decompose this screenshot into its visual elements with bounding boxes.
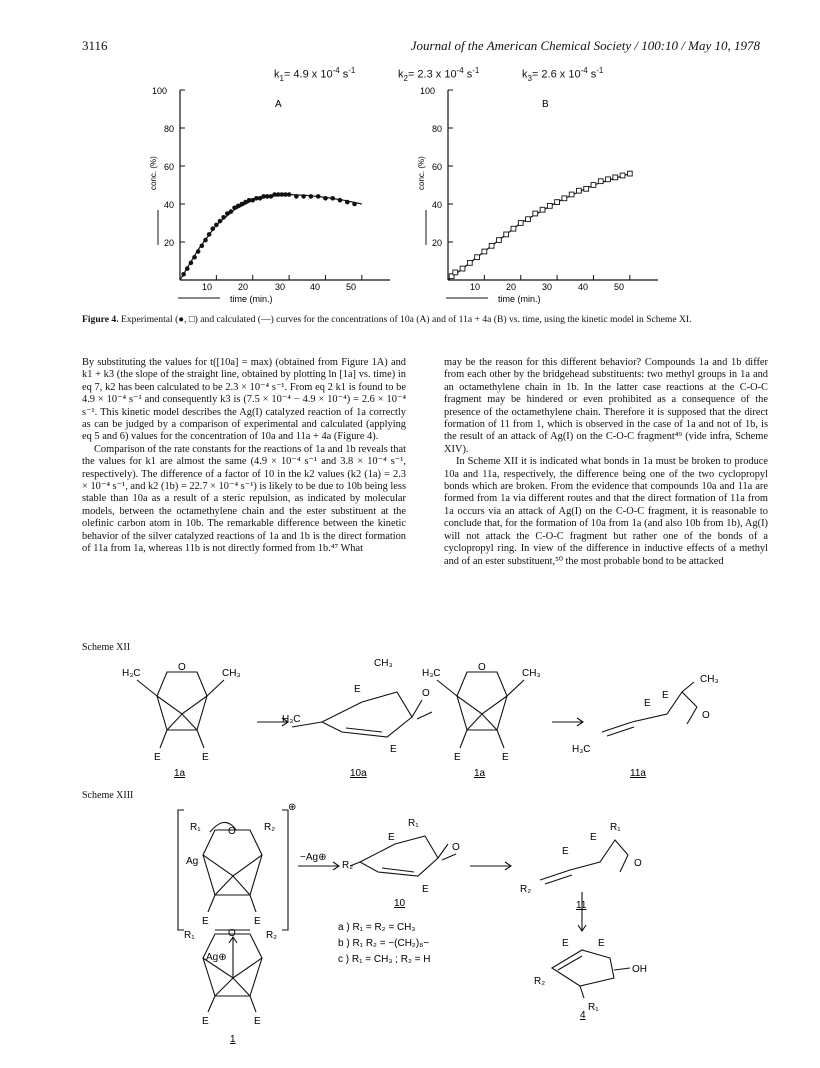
scheme-12-label: Scheme XII bbox=[82, 642, 131, 653]
label-e: E bbox=[502, 752, 509, 763]
xtick-a-20: 20 bbox=[238, 282, 249, 292]
label-e: E bbox=[590, 832, 597, 843]
data-point bbox=[200, 244, 205, 249]
data-point bbox=[569, 192, 574, 197]
data-point bbox=[218, 219, 223, 224]
label-1: 1 bbox=[230, 1034, 236, 1045]
ytick-b-80: 80 bbox=[432, 124, 443, 134]
data-point bbox=[352, 202, 357, 207]
data-point bbox=[338, 198, 343, 203]
label-r2: R₂ bbox=[264, 822, 276, 833]
label-ch3: CH₃ bbox=[222, 668, 241, 679]
xtick-b-20: 20 bbox=[506, 282, 517, 292]
data-point bbox=[511, 226, 516, 231]
data-point bbox=[562, 196, 567, 201]
data-point bbox=[214, 223, 219, 228]
label-o: O bbox=[422, 688, 430, 699]
legend-b: b ) R₁ R₂ = −(CH₂)₈− bbox=[338, 938, 430, 949]
ytick-b-40: 40 bbox=[432, 200, 443, 210]
label-e: E bbox=[388, 832, 395, 843]
label-e: E bbox=[562, 846, 569, 857]
label-o: O bbox=[452, 842, 460, 853]
label-r1: R₁ bbox=[408, 818, 419, 829]
data-point bbox=[555, 200, 560, 205]
label-r1: R₁ bbox=[184, 930, 195, 941]
label-o: O bbox=[478, 662, 486, 673]
label-o: O bbox=[178, 662, 186, 673]
label-r1: R₁ bbox=[190, 822, 201, 833]
label-e: E bbox=[454, 752, 461, 763]
data-point bbox=[467, 261, 472, 266]
label-e: E bbox=[254, 916, 261, 927]
label-e: E bbox=[202, 1016, 209, 1027]
label-1a: 1a bbox=[174, 768, 186, 779]
ytick-b-20: 20 bbox=[432, 238, 443, 248]
data-point bbox=[330, 196, 335, 201]
data-point bbox=[309, 194, 314, 199]
label-h3c: H₃C bbox=[282, 714, 301, 725]
data-point bbox=[294, 194, 299, 199]
xtick-b-30: 30 bbox=[542, 282, 553, 292]
label-ch3: CH₃ bbox=[700, 674, 719, 685]
xtick-b-50: 50 bbox=[614, 282, 625, 292]
paragraph: By substituting the values for t([10a] = max) (obtained from Figure 1A) and k1 + k3 (the slope of the straight line, obtained by plotting ln [1a] vs. time) in eq 7, k2 has been calculated to be 2.3 × 10⁻⁴ s⁻¹. From eq 2 k1 is found to be 4.9 × 10⁻⁴ s⁻¹ and consequently k3 is (7.5 × 10⁻⁴ − 4.9 × 10⁻⁴) = 2.6 × 10⁻⁴ s⁻¹. This kinetic model describes the Ag(I) catalyzed reaction of 1a correctly as can be judged by a comparison of experimental and calculated (applying eq 5 and 6) values for the concentration of 10a and 11a + 4a (Figure 4). bbox=[82, 357, 406, 443]
label-r2: R₂ bbox=[266, 930, 278, 941]
label-o: O bbox=[228, 928, 236, 939]
figure-caption: Figure 4. Experimental (●, □) and calculated (—) curves for the concentrations of 10a (A) and of 11a + 4a (B) vs. time, using the kinetic model in Scheme XI. bbox=[82, 314, 692, 325]
xtick-b-40: 40 bbox=[578, 282, 589, 292]
data-point bbox=[453, 270, 458, 275]
legend-a: a ) R₁ = R₂ = CH₃ bbox=[338, 922, 416, 933]
label-ch3: CH₃ bbox=[522, 668, 541, 679]
data-point bbox=[460, 266, 465, 271]
label-ag: Ag bbox=[186, 856, 199, 867]
label-e: E bbox=[662, 690, 669, 701]
ytick-b-100: 100 bbox=[420, 86, 436, 96]
label-e: E bbox=[390, 744, 397, 755]
rate-k1: $k_1= 4.9$ x $10^{-4}$ $s^{-1}$ bbox=[274, 66, 356, 83]
scheme-13-label: Scheme XIII bbox=[82, 790, 134, 801]
data-point bbox=[489, 243, 494, 248]
xlabel-a: time (min.) bbox=[230, 294, 273, 304]
label-11: 11 bbox=[576, 900, 587, 911]
data-point bbox=[189, 261, 194, 266]
data-point bbox=[504, 232, 509, 237]
rate-k2: $k_2= 2.3$ x $10^{-4}$ $s^{-1}$ bbox=[398, 66, 480, 83]
xtick-a-10: 10 bbox=[202, 282, 213, 292]
ytick-a-20: 20 bbox=[164, 238, 175, 248]
label-r2: R₂ bbox=[520, 884, 532, 895]
structure-1 bbox=[170, 922, 330, 1062]
ytick-a-60: 60 bbox=[164, 162, 175, 172]
data-point bbox=[547, 204, 552, 209]
data-point bbox=[627, 171, 632, 176]
data-point bbox=[598, 179, 603, 184]
data-point bbox=[591, 183, 596, 188]
data-point bbox=[287, 192, 292, 197]
data-point bbox=[482, 249, 487, 254]
data-point bbox=[518, 221, 523, 226]
data-point bbox=[301, 194, 306, 199]
paragraph: may be the reason for this different behavior? Compounds 1a and 1b differ from each other by the bridgehead substituents: two methyl groups in 1a and an octamethylene chain in 1b. In the latter case reactions at the C-O-C fragment may be hindered or even prohibited as a consequence of the presence of the octamethylene chain. Therefore it is supposed that the direct formation of 11 from 1, which is observed in the case of 1a and not of 1b, is the result of an attack of Ag(I) on the C-O-C fragment⁴⁹ (vide infra, Scheme XIV). bbox=[444, 357, 768, 455]
data-point bbox=[526, 217, 531, 222]
figure-4 bbox=[150, 80, 690, 308]
label-10: 10 bbox=[394, 898, 406, 909]
legend-c: c ) R₁ = CH₃ ; R₂ = H bbox=[338, 954, 431, 965]
ytick-a-100: 100 bbox=[152, 86, 168, 96]
xtick-b-10: 10 bbox=[470, 282, 481, 292]
label-r2: R₂ bbox=[342, 860, 354, 871]
label-e: E bbox=[562, 938, 569, 949]
text-column-left bbox=[82, 357, 406, 556]
ylabel-a: conc. (%) bbox=[149, 156, 158, 190]
label-oh: OH bbox=[632, 964, 647, 975]
data-point bbox=[577, 188, 582, 193]
data-point bbox=[221, 215, 226, 220]
label-r2: R₂ bbox=[534, 976, 546, 987]
label-h3c: H₃C bbox=[572, 744, 591, 755]
data-point bbox=[475, 255, 480, 260]
calculated-curve bbox=[448, 174, 630, 280]
calculated-curve bbox=[180, 195, 362, 281]
label-r1: R₁ bbox=[610, 822, 621, 833]
data-point bbox=[203, 238, 208, 243]
paragraph: In Scheme XII it is indicated what bonds in 1a must be broken to produce 10a and 11a, respectively, the difference being one of the two cyclopropyl bonds which are broken. From the evidence that compounds 10a and 11a are formed from 1a via different routes and that the direct formation of 11a from 1a occurs via an attack of Ag(I) on the C-O-C fragment, it is reasonable to conclude that, for the formation of 10a from 1a (and also 10b from 1b), Ag(I) will not attack the C-O-C fragment but rather one of the bonds of a cyclopropyl ring. In view of the difference in inductive effects of a methyl and of an ester substituent,⁵⁰ the most probable bond to be attacked bbox=[444, 456, 768, 567]
label-o: O bbox=[634, 858, 642, 869]
page-number: 3116 bbox=[82, 38, 108, 53]
label-minus-ag: −Ag⊕ bbox=[300, 852, 327, 863]
data-point bbox=[613, 175, 618, 180]
label-e: E bbox=[644, 698, 651, 709]
ylabel-b: conc. (%) bbox=[417, 156, 426, 190]
data-point bbox=[497, 238, 502, 243]
data-point bbox=[185, 266, 190, 271]
data-point bbox=[192, 255, 197, 260]
text-column-right bbox=[444, 357, 768, 568]
xtick-a-30: 30 bbox=[275, 282, 286, 292]
chart-panel-b bbox=[417, 86, 658, 304]
label-e: E bbox=[202, 752, 209, 763]
label-ag-plus: Ag⊕ bbox=[206, 952, 227, 963]
data-point bbox=[584, 186, 589, 191]
data-point bbox=[196, 249, 201, 254]
running-header: Journal of the American Chemical Society / 100:10 / May 10, 1978 bbox=[410, 38, 760, 53]
label-plus: ⊕ bbox=[288, 802, 297, 813]
xlabel-b: time (min.) bbox=[498, 294, 541, 304]
label-e: E bbox=[354, 684, 361, 695]
data-point bbox=[229, 209, 234, 214]
label-10a: 10a bbox=[350, 768, 367, 779]
label-e: E bbox=[598, 938, 605, 949]
label-4: 4 bbox=[580, 1010, 586, 1021]
data-point bbox=[620, 173, 625, 178]
label-e: E bbox=[202, 916, 209, 927]
label-1a: 1a bbox=[474, 768, 486, 779]
panel-label-a: A bbox=[275, 99, 282, 110]
data-point bbox=[181, 272, 186, 277]
label-h3c: H₃C bbox=[122, 668, 141, 679]
chart-panel-a bbox=[149, 86, 390, 304]
ytick-a-40: 40 bbox=[164, 200, 175, 210]
ytick-a-80: 80 bbox=[164, 124, 175, 134]
data-point bbox=[316, 194, 321, 199]
label-ch3: CH₃ bbox=[374, 658, 393, 669]
paragraph: Comparison of the rate constants for the reactions of 1a and 1b reveals that the values for k1 are almost the same (4.9 × 10⁻⁴ s⁻¹ and 3.8 × 10⁻⁴ s⁻¹, respectively). The difference of a factor of 10 in the k2 values (k2 (1a) = 2.3 × 10⁻⁴ s⁻¹, and k2 (1b) = 22.7 × 10⁻⁴ s⁻¹) is likely to be due to 10b being less stable than 10a as a result of a steric repulsion, as indicated by molecular models, between the octamethylene chain and the ester substituent at the olefinic carbon atom in 10b. The remarkable difference between the kinetic behavior of the silver catalyzed reactions of 1a and 1b is the direct formation of 11a from 1a, whereas 11b is not directly formed from 1b.⁴⁷ What bbox=[82, 443, 406, 555]
label-e: E bbox=[254, 1016, 261, 1027]
label-11a: 11a bbox=[630, 768, 646, 779]
label-o: O bbox=[702, 710, 710, 721]
data-point bbox=[606, 177, 611, 182]
label-e: E bbox=[422, 884, 429, 895]
label-r1: R₁ bbox=[588, 1002, 599, 1013]
rate-k3: $k_3= 2.6$ x $10^{-4}$ $s^{-1}$ bbox=[522, 66, 604, 83]
data-point bbox=[323, 196, 328, 201]
label-o: O bbox=[228, 826, 236, 837]
ytick-b-60: 60 bbox=[432, 162, 443, 172]
data-point bbox=[207, 232, 212, 237]
data-point bbox=[540, 207, 545, 212]
xtick-a-40: 40 bbox=[310, 282, 321, 292]
label-e: E bbox=[154, 752, 161, 763]
panel-label-b: B bbox=[542, 99, 549, 110]
data-point bbox=[345, 200, 350, 205]
scheme-12 bbox=[82, 652, 762, 780]
label-h3c: H₃C bbox=[422, 668, 441, 679]
xtick-a-50: 50 bbox=[346, 282, 357, 292]
data-point bbox=[533, 211, 538, 216]
data-point bbox=[210, 226, 215, 231]
